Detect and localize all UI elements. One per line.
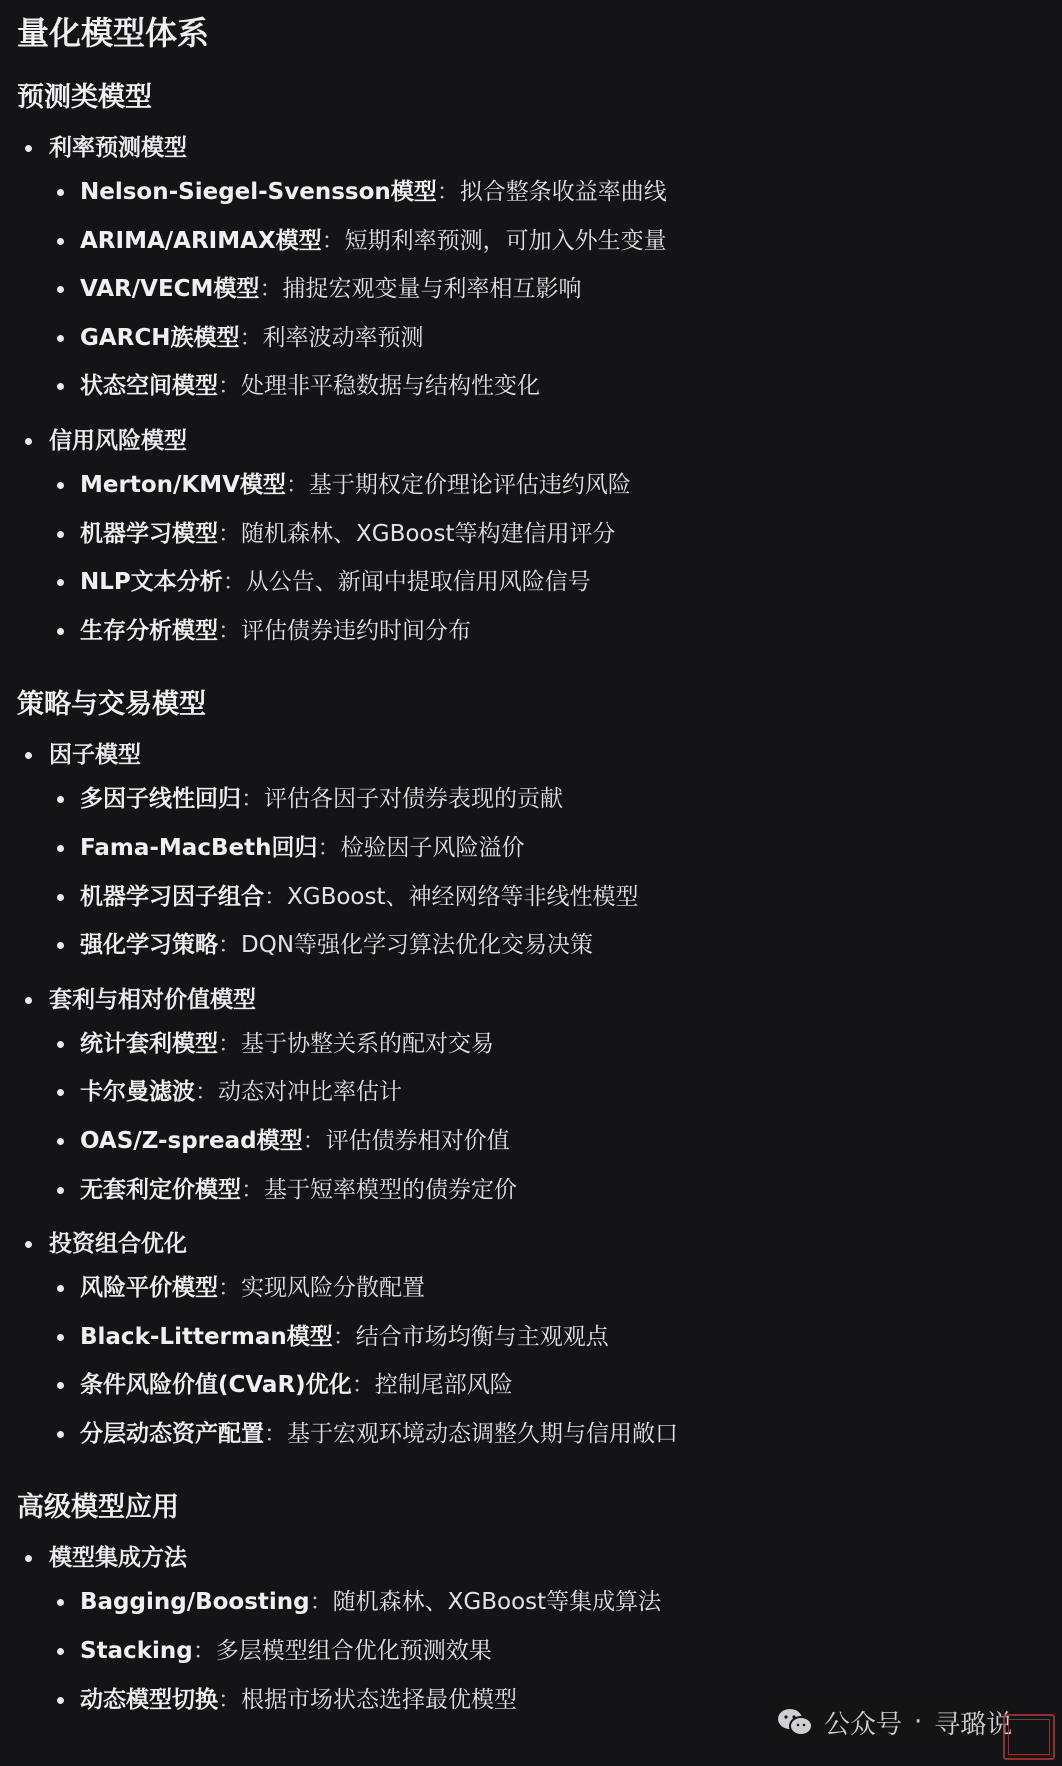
list-item xyxy=(17,1264,1062,1313)
list-item xyxy=(17,1627,1062,1676)
item-name: 多因子线性回归 xyxy=(80,786,241,813)
item-name: 强化学习策略 xyxy=(80,932,218,959)
item-separator: ： xyxy=(218,932,241,959)
bullet-icon xyxy=(57,1041,64,1048)
item-separator: ： xyxy=(218,617,241,644)
item-description: 基于期权定价理论评估违约风险 xyxy=(308,471,631,498)
item-name: 生存分析模型 xyxy=(80,617,218,644)
item-separator: ： xyxy=(195,1079,218,1106)
bullet-icon xyxy=(25,997,32,1004)
item-name: 无套利定价模型 xyxy=(80,1176,241,1203)
wechat-watermark xyxy=(776,1702,1018,1742)
item-name: NLP文本分析 xyxy=(80,569,223,596)
item-name: Fama-MacBeth回归 xyxy=(80,834,318,861)
list-item xyxy=(17,824,1062,873)
bullet-icon xyxy=(57,531,64,538)
list-item xyxy=(17,873,1062,922)
item-description: 多层模型组合优化预测效果 xyxy=(215,1638,492,1665)
bullet-icon xyxy=(25,438,32,445)
item-description: 评估债券相对价值 xyxy=(325,1127,510,1154)
page-title: 量化模型体系 xyxy=(17,14,210,52)
item-description: 利率波动率预测 xyxy=(262,324,424,351)
item-separator: ： xyxy=(351,1372,375,1399)
bullet-icon xyxy=(57,1648,64,1655)
list-item xyxy=(17,921,1062,970)
item-description: 结合市场均衡与主观观点 xyxy=(355,1323,609,1350)
group-title-text: 套利与相对价值模型 xyxy=(49,986,256,1013)
bullet-icon xyxy=(25,752,32,759)
group-title-text: 信用风险模型 xyxy=(49,427,187,454)
section-heading: 预测类模型 xyxy=(17,82,152,113)
bullet-icon xyxy=(57,942,64,949)
bullet-icon xyxy=(57,482,64,489)
item-name: ARIMA/ARIMAX模型 xyxy=(80,227,322,254)
item-description: 处理非平稳数据与结构性变化 xyxy=(241,373,540,400)
item-name: 状态空间模型 xyxy=(80,373,218,400)
list-item xyxy=(17,558,1062,607)
item-separator: ： xyxy=(264,883,287,910)
list-item xyxy=(17,314,1062,363)
bullet-icon xyxy=(57,238,64,245)
bullet-group xyxy=(17,735,1062,969)
list-item xyxy=(17,775,1062,824)
item-separator: ： xyxy=(317,834,341,861)
item-name: 卡尔曼滤波 xyxy=(80,1079,195,1106)
item-description: 实现风险分散配置 xyxy=(241,1275,425,1302)
group-title xyxy=(17,421,1062,461)
item-name: VAR/VECM模型 xyxy=(80,276,260,303)
item-separator: ： xyxy=(321,227,345,254)
list-item xyxy=(17,510,1062,559)
item-description: 基于短率模型的债券定价 xyxy=(264,1176,517,1203)
item-name: Nelson-Siegel-Svensson模型 xyxy=(80,179,437,205)
item-separator: ： xyxy=(218,1030,241,1057)
item-description: 评估债券违约时间分布 xyxy=(241,617,471,644)
item-description: 随机森林、XGBoost等构建信用评分 xyxy=(241,520,616,547)
group-title xyxy=(17,980,1062,1020)
bullet-group xyxy=(17,421,1062,655)
list-item xyxy=(17,362,1062,411)
bullet-icon xyxy=(57,189,64,196)
bullet-group xyxy=(17,128,1062,411)
bullet-icon xyxy=(57,1285,64,1292)
wechat-icon xyxy=(776,1707,814,1737)
item-separator: ： xyxy=(218,1686,241,1713)
list-item xyxy=(17,1578,1062,1627)
bullet-icon xyxy=(57,1599,64,1606)
item-separator: ： xyxy=(241,786,264,813)
bullet-icon xyxy=(57,1697,64,1704)
bullet-icon xyxy=(57,894,64,901)
list-item xyxy=(17,461,1062,510)
item-name: 条件风险价值(CVaR)优化 xyxy=(80,1372,352,1399)
bullet-icon xyxy=(57,1382,64,1389)
list-item xyxy=(17,1313,1062,1362)
item-name: Black-Litterman模型 xyxy=(80,1323,333,1350)
bullet-group xyxy=(17,1224,1062,1458)
bullet-icon xyxy=(57,335,64,342)
item-separator: ： xyxy=(302,1127,326,1154)
item-separator: ： xyxy=(436,179,460,205)
item-description: 短期利率预测，可加入外生变量 xyxy=(344,227,667,254)
item-description: 捕捉宏观变量与利率相互影响 xyxy=(282,276,582,303)
item-separator: ： xyxy=(264,1420,287,1447)
item-description: 随机森林、XGBoost等集成算法 xyxy=(332,1589,662,1616)
item-name: 风险平价模型 xyxy=(80,1275,218,1302)
item-separator: ： xyxy=(222,569,246,596)
item-separator: ： xyxy=(309,1589,333,1616)
item-name: Stacking xyxy=(80,1638,193,1665)
list-item xyxy=(17,265,1062,314)
item-separator: ： xyxy=(218,520,241,547)
item-description: 评估各因子对债券表现的贡献 xyxy=(264,786,563,813)
list-item xyxy=(17,1361,1062,1410)
watermark-account: 寻璐说 xyxy=(934,1709,1013,1740)
item-separator: ： xyxy=(218,1275,241,1302)
item-separator: ： xyxy=(259,276,283,303)
item-name: Merton/KMV模型 xyxy=(80,471,286,498)
group-title xyxy=(17,1224,1062,1264)
item-name: Bagging/Boosting xyxy=(80,1589,310,1616)
list-item xyxy=(17,1166,1062,1215)
bullet-icon xyxy=(25,1241,32,1248)
item-name: GARCH族模型 xyxy=(80,324,240,351)
bullet-group xyxy=(17,1538,1062,1724)
group-title-text: 利率预测模型 xyxy=(49,135,187,161)
group-title xyxy=(17,1538,1062,1578)
group-title-text: 因子模型 xyxy=(49,742,141,769)
item-description: 控制尾部风险 xyxy=(374,1372,513,1399)
group-title xyxy=(17,128,1062,168)
item-description: 检验因子风险溢价 xyxy=(340,834,525,861)
item-separator: ： xyxy=(241,1176,264,1203)
item-separator: ： xyxy=(218,373,241,400)
bullet-icon xyxy=(57,1334,64,1341)
bullet-icon xyxy=(57,628,64,635)
item-description: 基于协整关系的配对交易 xyxy=(241,1030,494,1057)
bullet-icon xyxy=(25,1555,32,1562)
watermark-dot: · xyxy=(914,1707,923,1737)
bullet-icon xyxy=(57,1431,64,1438)
watermark-prefix: 公众号 xyxy=(824,1709,903,1740)
item-name: 机器学习因子组合 xyxy=(80,883,264,910)
list-item xyxy=(17,607,1062,656)
item-description: 基于宏观环境动态调整久期与信用敞口 xyxy=(287,1420,678,1447)
item-name: 统计套利模型 xyxy=(80,1030,218,1057)
section-heading: 高级模型应用 xyxy=(17,1492,179,1524)
item-separator: ： xyxy=(332,1323,356,1350)
bullet-icon xyxy=(57,1187,64,1194)
list-item xyxy=(17,1410,1062,1459)
bullet-icon xyxy=(25,145,32,152)
list-item xyxy=(17,168,1062,217)
bullet-icon xyxy=(57,845,64,852)
group-title xyxy=(17,735,1062,775)
list-item xyxy=(17,1020,1062,1069)
item-description: DQN等强化学习算法优化交易决策 xyxy=(241,932,594,959)
item-separator: ： xyxy=(285,471,309,498)
item-description: 拟合整条收益率曲线 xyxy=(459,179,667,205)
group-title-text: 模型集成方法 xyxy=(49,1545,187,1572)
bullet-icon xyxy=(57,1138,64,1145)
list-item xyxy=(17,1068,1062,1117)
item-separator: ： xyxy=(239,324,263,351)
group-title-text: 投资组合优化 xyxy=(49,1231,187,1258)
bullet-icon xyxy=(57,796,64,803)
bullet-icon xyxy=(57,383,64,390)
list-item xyxy=(17,217,1062,266)
item-name: 动态模型切换 xyxy=(80,1686,218,1713)
sections-container xyxy=(17,78,1062,1724)
item-name: OAS/Z-spread模型 xyxy=(80,1127,303,1154)
item-description: 动态对冲比率估计 xyxy=(218,1079,402,1106)
item-description: 根据市场状态选择最优模型 xyxy=(241,1686,517,1713)
item-separator: ： xyxy=(192,1638,216,1665)
bullet-group xyxy=(17,980,1062,1214)
item-name: 机器学习模型 xyxy=(80,520,218,547)
bullet-icon xyxy=(57,286,64,293)
seal-stamp-icon xyxy=(1003,1714,1055,1760)
list-item xyxy=(17,1117,1062,1166)
item-description: XGBoost、神经网络等非线性模型 xyxy=(287,883,639,910)
section-heading: 策略与交易模型 xyxy=(17,689,206,721)
item-description: 从公告、新闻中提取信用风险信号 xyxy=(245,569,591,596)
item-name: 分层动态资产配置 xyxy=(80,1420,264,1447)
bullet-icon xyxy=(57,579,64,586)
bullet-icon xyxy=(57,1089,64,1096)
